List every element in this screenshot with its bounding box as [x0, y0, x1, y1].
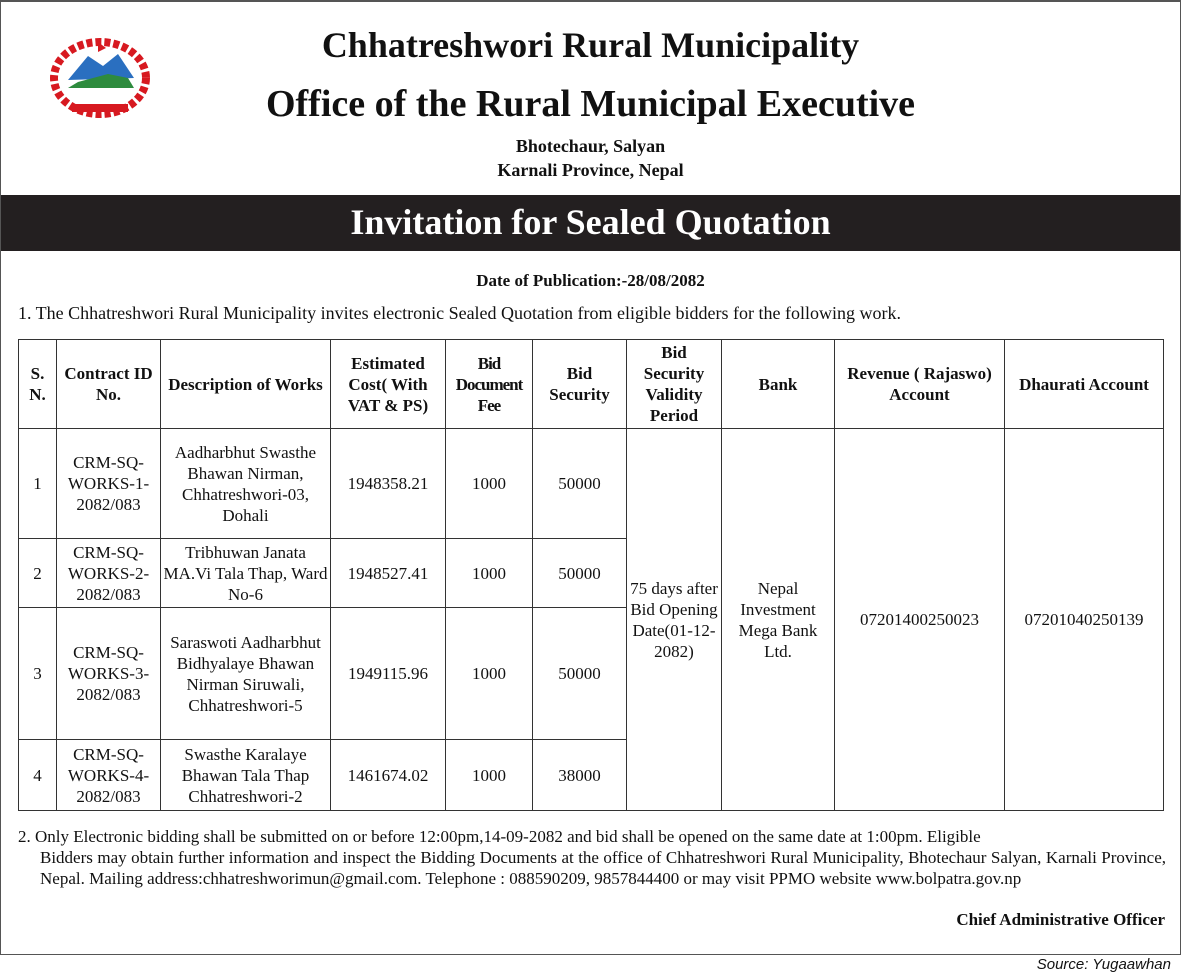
col-header: Dhaurati Account [1005, 340, 1164, 429]
sn-cell: 3 [19, 608, 57, 740]
cost-cell: 1461674.02 [331, 740, 446, 811]
address-line-1: Bhotechaur, Salyan [515, 136, 666, 156]
table-row [19, 429, 1164, 539]
paragraph-1: 1. The Chhatreshwori Rural Municipality invites electronic Sealed Quotation from eligible bidders for the following work. [18, 303, 901, 323]
security-cell: 50000 [533, 539, 627, 608]
contract-id-cell: CRM-SQ-WORKS-2-2082/083 [57, 539, 161, 608]
contract-id-cell: CRM-SQ-WORKS-3-2082/083 [57, 608, 161, 740]
paragraph-2 [18, 826, 1166, 889]
description-cell: Saraswoti Aadharbhut Bidhyalaye Bhawan Nirman Siruwali, Chhatreshwori-5 [161, 608, 331, 740]
fee-cell: 1000 [446, 539, 533, 608]
col-header: Bid Security Validity Period [627, 340, 722, 429]
fee-cell: 1000 [446, 608, 533, 740]
sn-cell: 2 [19, 539, 57, 608]
security-cell: 50000 [533, 608, 627, 740]
revenue-account-cell: 07201400250023 [835, 429, 1005, 811]
works-table [18, 339, 1164, 811]
source-credit: Source: Yugaawhan [1036, 956, 1171, 973]
description-cell: Tribhuwan Janata MA.Vi Tala Thap, Ward No-6 [161, 539, 331, 608]
col-header: S. N. [19, 340, 57, 429]
municipality-name: Chhatreshwori Rural Municipality [321, 25, 860, 65]
description-cell: Aadharbhut Swasthe Bhawan Nirman, Chhatreshwori-03, Dohali [161, 429, 331, 539]
notice-title: Invitation for Sealed Quotation [1, 195, 1180, 251]
col-header: Contract ID No. [57, 340, 161, 429]
fee-cell: 1000 [446, 740, 533, 811]
contract-id-cell: CRM-SQ-WORKS-4-2082/083 [57, 740, 161, 811]
sn-cell: 1 [19, 429, 57, 539]
description-cell: Swasthe Karalaye Bhawan Tala Thap Chhatreshwori-2 [161, 740, 331, 811]
cost-cell: 1949115.96 [331, 608, 446, 740]
security-cell: 38000 [533, 740, 627, 811]
signature: Chief Administrative Officer [956, 910, 1165, 929]
security-cell: 50000 [533, 429, 627, 539]
dhaurati-account-cell: 07201040250139 [1005, 429, 1164, 811]
col-header: Bid Security [533, 340, 627, 429]
paragraph-2-rest: Bidders may obtain further information and inspect the Bidding Documents at the office of Chhatreshwori Rural Municipality, Bhotechaur Salyan, Karnali Province, Nepal. Mailing address:chhatreshworimun@gmail.com. Telephone : 088590209, 9857844400 or may visit PPMO website www.bolpatra.gov.np [40, 848, 1166, 888]
publication-date: Date of Publication:-28/08/2082 [476, 271, 705, 290]
validity-cell: 75 days after Bid Opening Date(01-12-2082) [627, 429, 722, 811]
table-header-row [19, 340, 1164, 429]
col-header: Revenue ( Rajaswo) Account [835, 340, 1005, 429]
bank-cell: Nepal Investment Mega Bank Ltd. [722, 429, 835, 811]
cost-cell: 1948527.41 [331, 539, 446, 608]
fee-cell: 1000 [446, 429, 533, 539]
sn-cell: 4 [19, 740, 57, 811]
contract-id-cell: CRM-SQ-WORKS-1-2082/083 [57, 429, 161, 539]
col-header: Bid Document Fee [446, 340, 533, 429]
cost-cell: 1948358.21 [331, 429, 446, 539]
col-header: Bank [722, 340, 835, 429]
col-header: Estimated Cost( With VAT & PS) [331, 340, 446, 429]
address-line-2: Karnali Province, Nepal [497, 160, 684, 180]
office-name: Office of the Rural Municipal Executive [265, 83, 916, 125]
paragraph-2-first-line: 2. Only Electronic bidding shall be submitted on or before 12:00pm,14-09-2082 and bid shall be opened on the same date at 1:00pm. Eligible [18, 827, 981, 846]
col-header: Description of Works [161, 340, 331, 429]
